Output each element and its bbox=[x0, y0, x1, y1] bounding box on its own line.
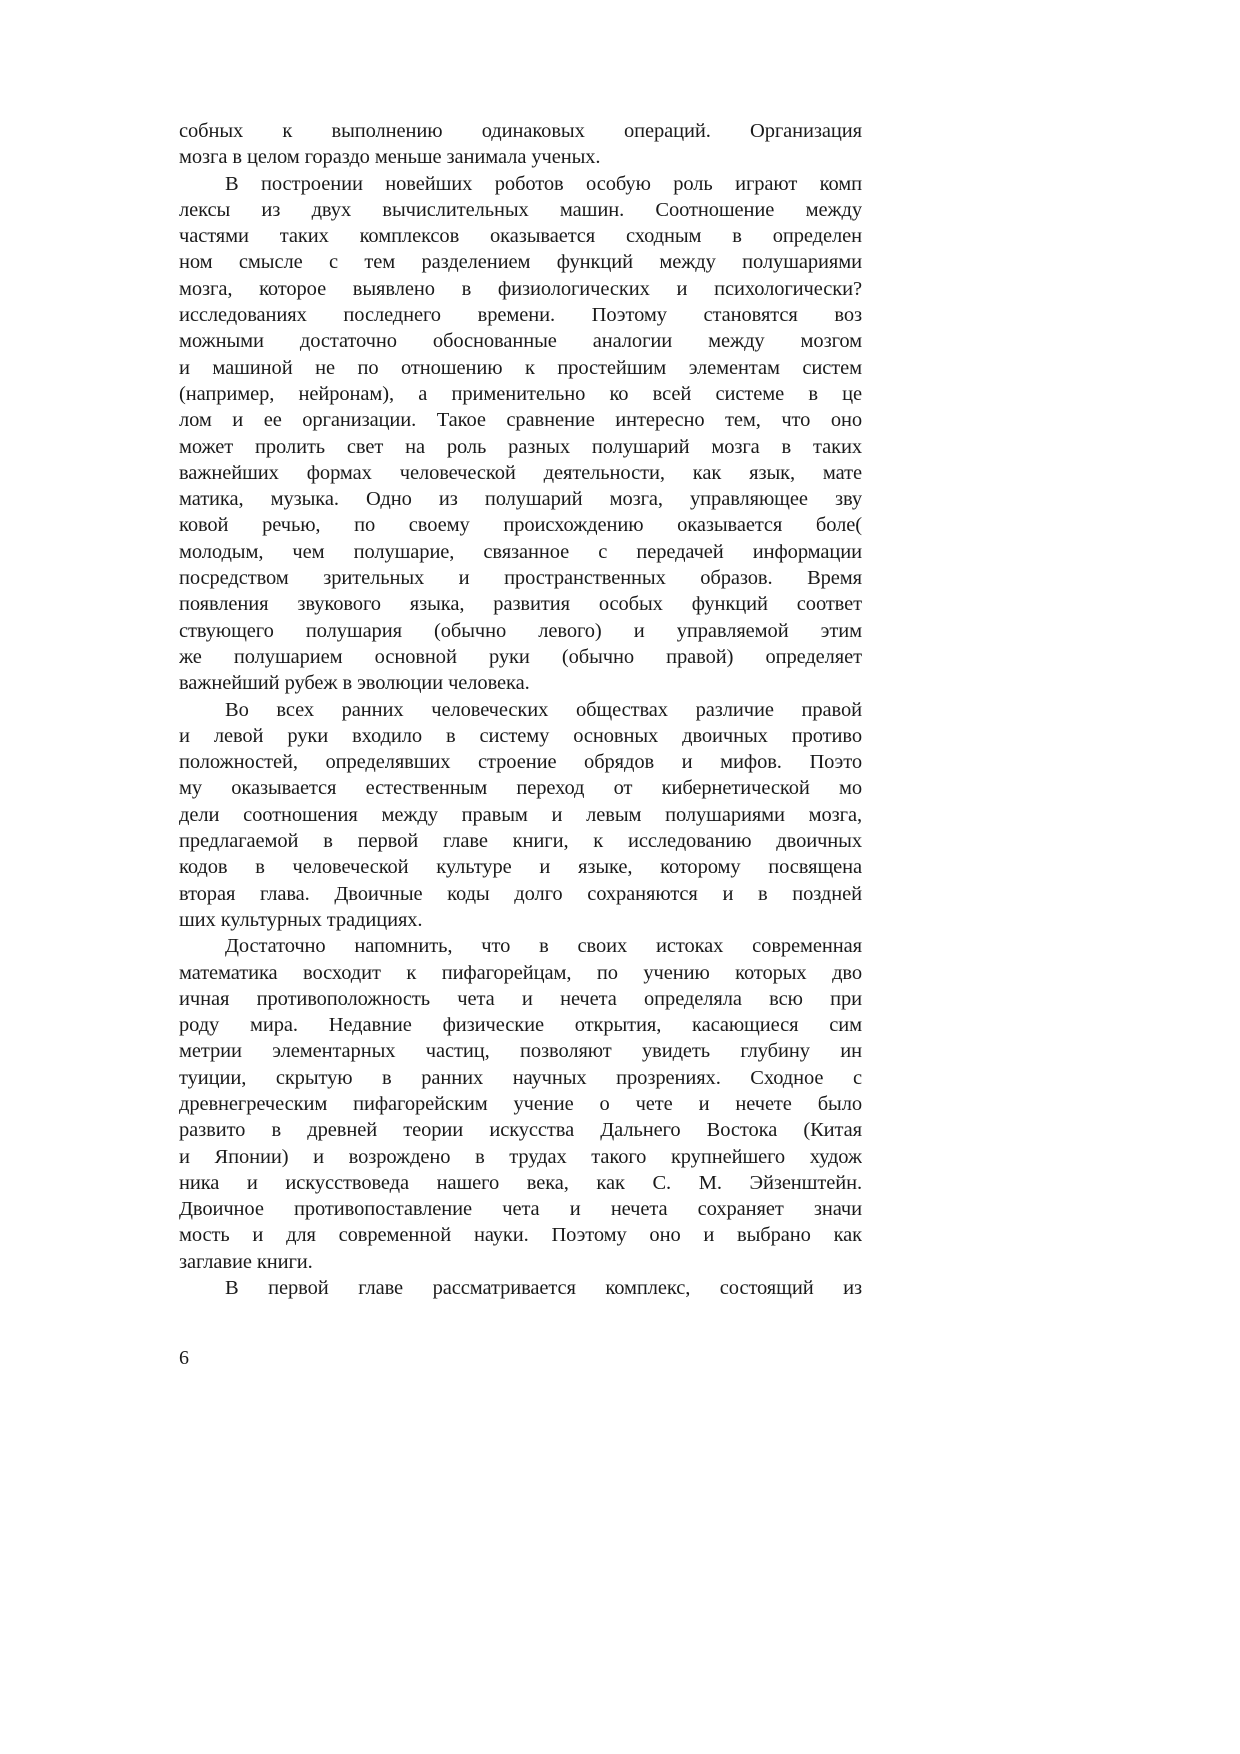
text-line: частями таких комплексов оказывается сходным в определен bbox=[179, 225, 862, 248]
text-line: исследованиях последнего времени. Поэтому становятся воз bbox=[179, 304, 862, 327]
text-line: и левой руки входило в систему основных двоичных противо bbox=[179, 724, 862, 747]
text-line: (например, нейронам), а применительно ко всей системе в це bbox=[179, 382, 862, 405]
text-line: математика восходит к пифагорейцам, по учению которых дво bbox=[179, 961, 862, 984]
text-line: ших культурных традициях. bbox=[179, 908, 423, 931]
text-line: мозга, которое выявлено в физиологических и психологически? bbox=[179, 277, 862, 300]
text-line: собных к выполнению одинаковых операций. Организация bbox=[179, 120, 862, 142]
text-line: молодым, чем полушарие, связанное с передачей информации bbox=[179, 540, 862, 563]
text-line: роду мира. Недавние физические открытия, касающиеся сим bbox=[179, 1014, 862, 1037]
text-line: ном смысле с тем разделением функций между полушариями bbox=[179, 251, 862, 274]
text-line: Двоичное противопоставление чета и нечета сохраняет значи bbox=[179, 1198, 862, 1221]
text-line: ствующего полушария (обычно левого) и управляемой этим bbox=[179, 619, 862, 642]
body-text bbox=[179, 118, 862, 1301]
text-line: лом и ее организации. Такое сравнение интересно тем, что оно bbox=[179, 409, 862, 432]
text-line: и Японии) и возрождено в трудах такого крупнейшего худож bbox=[179, 1145, 862, 1168]
text-line: туиции, скрытую в ранних научных прозрениях. Сходное с bbox=[179, 1066, 862, 1089]
text-line: можными достаточно обоснованные аналогии между мозгом bbox=[179, 330, 862, 353]
page-number: 6 bbox=[179, 1347, 189, 1369]
text-line: кодов в человеческой культуре и языке, которому посвящена bbox=[179, 856, 862, 879]
text-line: предлагаемой в первой главе книги, к исследованию двоичных bbox=[179, 830, 862, 853]
text-line: ника и искусствоведа нашего века, как С. М. Эйзенштейн. bbox=[179, 1171, 862, 1194]
text-line: В построении новейших роботов особую роль играют комп bbox=[225, 172, 862, 195]
text-line: развито в древней теории искусства Дальнего Востока (Китая bbox=[179, 1119, 862, 1142]
text-line: ичная противоположность чета и нечета определяла всю при bbox=[179, 987, 862, 1010]
text-line: же полушарием основной руки (обычно правой) определяет bbox=[179, 645, 862, 668]
text-line: и машиной не по отношению к простейшим элементам систем bbox=[179, 356, 862, 379]
text-line: может пролить свет на роль разных полушарий мозга в таких bbox=[179, 435, 862, 458]
text-line: древнегреческим пифагорейским учение о чете и нечете было bbox=[179, 1092, 862, 1115]
text-line: появления звукового языка, развития особых функций соответ bbox=[179, 593, 862, 616]
text-line: му оказывается естественным переход от кибернетической мо bbox=[179, 777, 862, 800]
text-line: Во всех ранних человеческих обществах различие правой bbox=[225, 698, 862, 721]
text-line: метрии элементарных частиц, позволяют увидеть глубину ин bbox=[179, 1040, 862, 1063]
text-line: матика, музыка. Одно из полушарий мозга, управляющее зву bbox=[179, 488, 862, 511]
text-line: положностей, определявших строение обрядов и мифов. Поэто bbox=[179, 751, 862, 774]
text-line: мозга в целом гораздо меньше занимала ученых. bbox=[179, 146, 601, 169]
text-line: Достаточно напомнить, что в своих истоках современная bbox=[225, 935, 862, 958]
text-line: ковой речью, по своему происхождению оказывается боле( bbox=[179, 514, 862, 537]
text-line: лексы из двух вычислительных машин. Соотношение между bbox=[179, 198, 862, 221]
text-line: В первой главе рассматривается комплекс, состоящий из bbox=[225, 1277, 862, 1300]
text-line: вторая глава. Двоичные коды долго сохраняются и в поздней bbox=[179, 882, 862, 905]
text-line: заглавие книги. bbox=[179, 1250, 313, 1273]
text-line: мость и для современной науки. Поэтому оно и выбрано как bbox=[179, 1224, 862, 1247]
text-line: важнейший рубеж в эволюции человека. bbox=[179, 672, 530, 695]
text-line: посредством зрительных и пространственных образов. Время bbox=[179, 567, 862, 590]
text-line: важнейших формах человеческой деятельности, как язык, мате bbox=[179, 461, 862, 484]
text-line: дели соотношения между правым и левым полушариями мозга, bbox=[179, 803, 862, 826]
